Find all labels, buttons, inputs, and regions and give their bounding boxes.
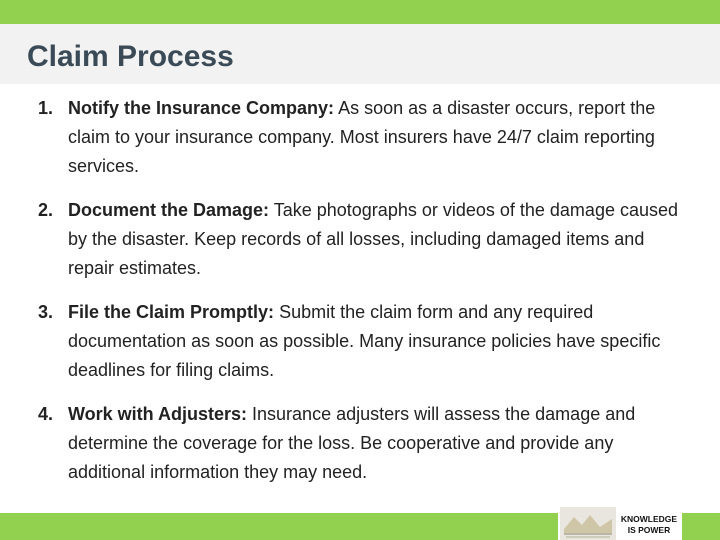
logo-mark (560, 507, 616, 540)
step-number: 1. (38, 98, 54, 118)
step-number: 2. (38, 200, 54, 220)
list-item (38, 94, 688, 181)
step-body: Take photographs or videos of the damage caused by the disaster. Keep records of all losses, including damaged items and repair estimates. (68, 200, 679, 278)
step-heading: Document the Damage: (68, 200, 270, 220)
step-body: Submit the claim form and any required documentation as soon as possible. Many insurance policies have specific deadlines for filing claims. (68, 302, 661, 380)
top-accent-bar (0, 0, 720, 24)
step-heading: Work with Adjusters: (68, 404, 248, 424)
step-number: 3. (38, 302, 54, 322)
step-number: 4. (38, 404, 54, 424)
tagline (616, 512, 682, 536)
claim-steps-list (38, 94, 688, 502)
slide-title: Claim Process (27, 40, 234, 73)
step-heading: Notify the Insurance Company: (68, 98, 335, 118)
list-item (38, 298, 688, 385)
step-heading: File the Claim Promptly: (68, 302, 275, 322)
step-body: As soon as a disaster occurs, report the claim to your insurance company. Most insurers have 24/7 claim reporting services. (68, 98, 656, 176)
step-body: Insurance adjusters will assess the damage and determine the coverage for the loss. Be cooperative and provide any additional information they may need. (68, 404, 636, 482)
footer-logo-block (558, 507, 682, 540)
tagline-line1: KNOWLEDGE (620, 513, 678, 524)
list-item (38, 196, 688, 283)
list-item (38, 400, 688, 487)
tagline-line2: IS POWER (627, 524, 671, 535)
